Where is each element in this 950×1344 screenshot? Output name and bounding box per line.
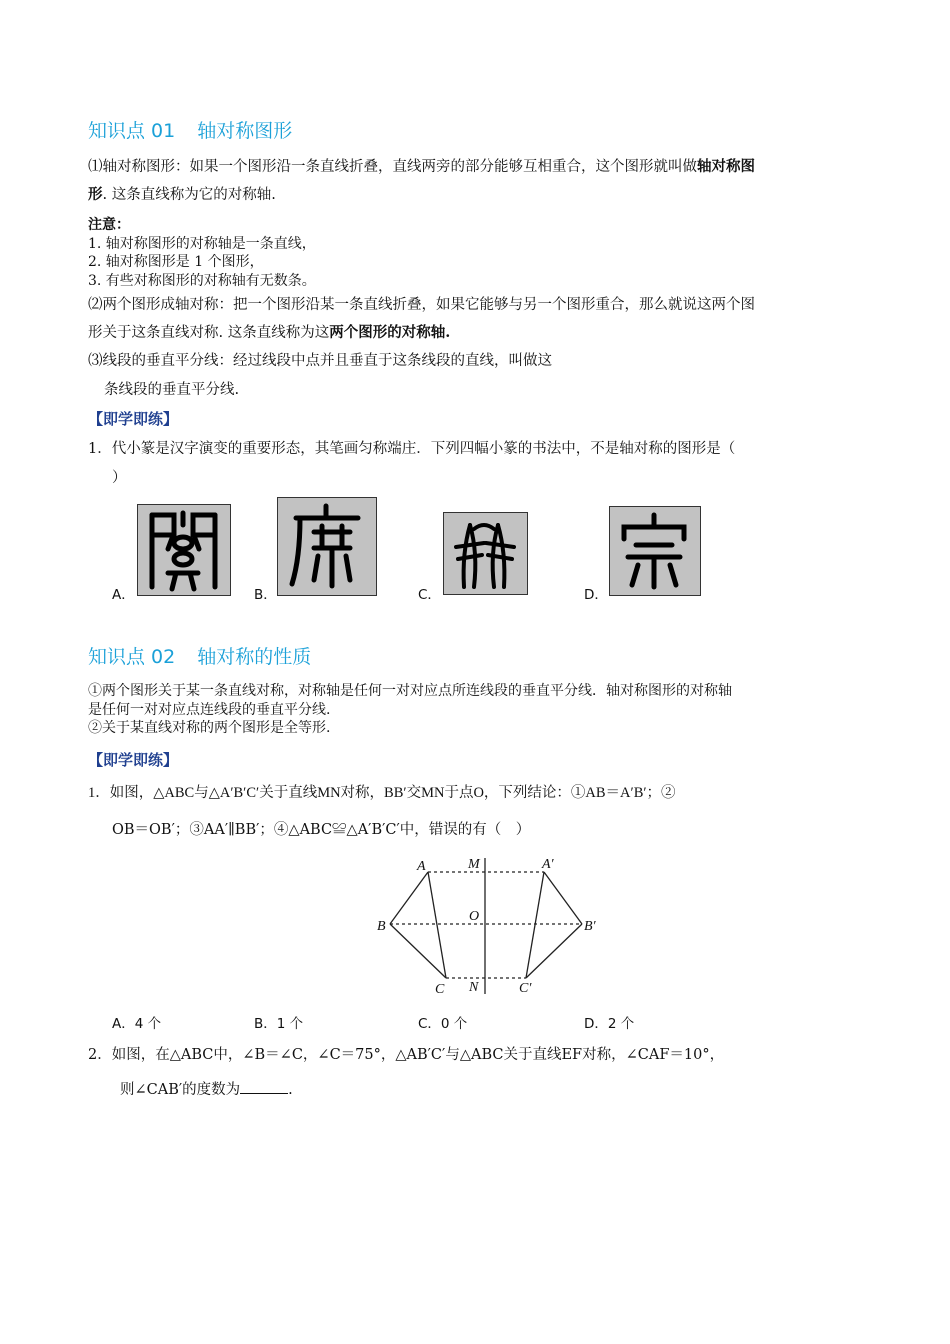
property-line: 是任何一对对应点连线段的垂直平分线. [88, 701, 331, 718]
option-c-label: C． [418, 587, 441, 603]
note-item: 3. 有些对称图形的对称轴有无数条。 [88, 272, 316, 289]
seal-image-a[interactable] [137, 504, 231, 596]
section-title: 轴对称的性质 [197, 646, 312, 668]
text: ⑴轴对称图形：如果一个图形沿一条直线折叠，直线两旁的部分能够互相重合，这个图形就叫做 [88, 159, 697, 175]
q2-option-b[interactable]: B．1 个 [254, 1016, 304, 1032]
seal-image-c[interactable] [443, 512, 528, 595]
text: 则∠CAB′的度数为 [120, 1082, 241, 1098]
section-number: 知识点 02 [88, 646, 176, 668]
seal-image-d[interactable] [609, 506, 701, 596]
note-item: 2. 轴对称图形是 1 个图形， [88, 254, 264, 270]
text: . 这条直线称为它的对称轴. [102, 187, 276, 203]
question-2-text: 1．如图，△ABC与△A′B′C′关于直线MN对称，BB′交MN于点O，下列结论：①AB＝A′B′；② [88, 785, 676, 801]
text: 1．代小篆是汉字演变的重要形态，其笔画匀称端庄．下列四幅小篆的书法中，不是轴对称的图形是（ [88, 441, 736, 457]
section-title: 轴对称图形 [197, 120, 293, 142]
question-1-paren: ） [112, 470, 127, 486]
property-line: ①两个图形关于某一条直线对称，对称轴是任何一对对应点所连线段的垂直平分线．轴对称图形的对称轴 [88, 683, 732, 699]
segment-a1b1 [544, 872, 582, 924]
label-o: O [469, 909, 480, 924]
segment-ab [390, 872, 428, 924]
text: ⑵两个图形成轴对称：把一个图形沿某一条直线折叠，如果它能够与另一个图形重合，那么就说这两个图 [88, 297, 755, 313]
question-1-text [88, 436, 735, 463]
segment-ac [428, 872, 446, 978]
seal-zong-icon [610, 507, 699, 594]
practice-tag-2: 【即学即练】 [88, 751, 179, 769]
note-block [88, 216, 316, 290]
text: ⑶线段的垂直平分线：经过线段中点并且垂直于这条线段的直线，叫做这 [88, 353, 552, 369]
label-m: M [468, 857, 480, 872]
seal-xi-icon [278, 498, 375, 594]
question-2-text-2: OB＝OB′；③AA′∥BB′；④△ABC≌△A′B′C′中，错误的有（ ） [112, 822, 531, 838]
seal-lin-icon [444, 513, 526, 593]
label-n: N [469, 980, 479, 995]
section-heading-1 [88, 116, 292, 143]
symmetry-figure [372, 850, 604, 1000]
practice-tag: 【即学即练】 [88, 410, 179, 428]
definition-paragraph-2 [88, 292, 878, 347]
label-c-prime: C′ [519, 981, 532, 996]
segment-a1c1 [526, 872, 544, 978]
property-block [88, 682, 732, 738]
text: 条线段的垂直平分线. [104, 382, 240, 398]
option-d-label: D． [584, 587, 608, 603]
answer-blank[interactable] [240, 1079, 288, 1094]
bold-term: 形 [88, 186, 103, 203]
option-b-label: B． [254, 587, 277, 603]
label-a-prime: A′ [542, 857, 554, 872]
bold-term: 轴对称图 [697, 158, 755, 175]
label-c: C [435, 982, 445, 997]
text: 形关于这条直线对称. 这条直线称为这 [88, 325, 330, 341]
section-number: 知识点 01 [88, 120, 176, 142]
seal-guan-icon [138, 505, 229, 594]
question-3-text-2 [120, 1077, 293, 1104]
definition-paragraph-3-cont [104, 377, 239, 404]
text: . [288, 1082, 293, 1098]
label-b: B [377, 919, 386, 934]
option-a-label: A． [112, 587, 135, 603]
q2-option-a[interactable]: A．4 个 [112, 1016, 162, 1032]
property-line: ②关于某直线对称的两个图形是全等形. [88, 720, 331, 736]
q2-option-c[interactable]: C．0 个 [418, 1016, 468, 1032]
label-a: A [417, 859, 426, 874]
q2-option-d[interactable]: D．2 个 [584, 1016, 635, 1032]
section-heading-2 [88, 642, 311, 669]
note-item: 1. 轴对称图形的对称轴是一条直线， [88, 235, 316, 252]
definition-paragraph-3 [88, 348, 552, 375]
label-b-prime: B′ [584, 919, 596, 934]
question-3-text: 2．如图，在△ABC中，∠B＝∠C，∠C＝75°，△AB′C′与△ABC关于直线EF对称，∠CAF＝10°， [88, 1047, 725, 1063]
definition-paragraph-1 [88, 153, 868, 209]
bold-term: 两个图形的对称轴. [329, 324, 451, 341]
note-title: 注意： [88, 217, 130, 233]
seal-image-b[interactable] [277, 497, 377, 596]
